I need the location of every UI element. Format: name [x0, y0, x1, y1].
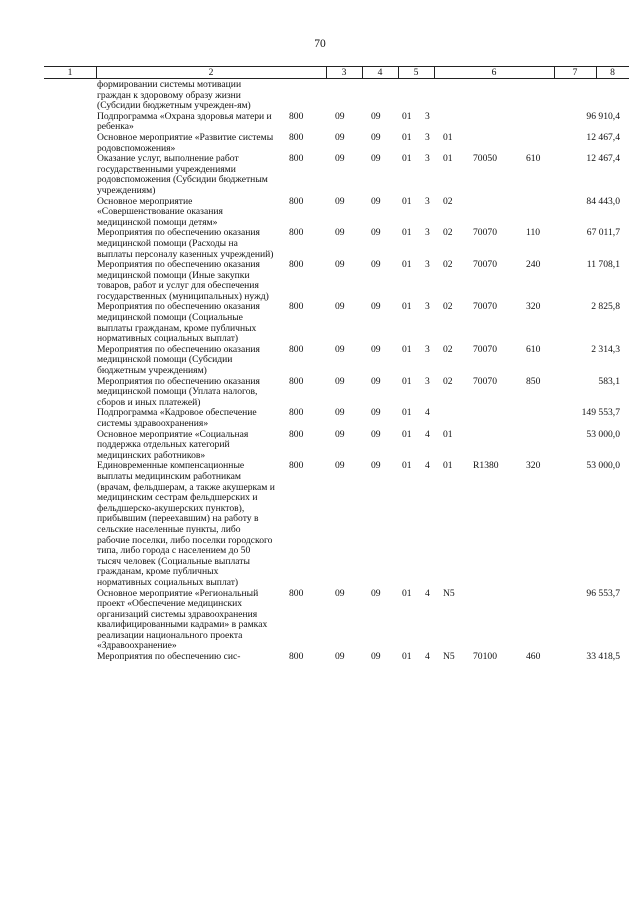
row-code-expense-type: 110 — [526, 227, 541, 239]
row-code-subsection: 09 — [371, 460, 381, 472]
row-amount: 53 000,0 — [586, 460, 620, 472]
header-col-8: 8 — [610, 67, 615, 78]
row-name: Мероприятия по обеспечению оказания медицинской помощи (Расходы на выплаты персоналу казенных учреждений) — [97, 227, 274, 260]
row-code-direction: 70070 — [473, 259, 497, 271]
row-code-subprogram: 3 — [425, 153, 430, 165]
row-name: Мероприятия по обеспечению сис- — [97, 651, 241, 663]
row-code-program: 01 — [402, 375, 412, 387]
row-code-section: 09 — [335, 110, 345, 122]
table-row — [0, 133, 640, 154]
header-col-6: 6 — [491, 67, 497, 78]
row-code-event: 01 — [443, 460, 453, 472]
row-code-direction: R1380 — [473, 460, 499, 472]
row-amount: 12 467,4 — [586, 153, 620, 165]
row-code-section: 09 — [335, 375, 345, 387]
row-code-section: 09 — [335, 131, 345, 143]
row-code-program: 01 — [402, 259, 412, 271]
row-code-subsection: 09 — [371, 343, 381, 355]
row-code-subprogram: 3 — [425, 259, 430, 271]
row-name: Основное мероприятие «Совершенствование оказания медицинской помощи детям» — [97, 195, 223, 228]
row-code-subprogram: 4 — [425, 407, 430, 419]
row-code-direction: 70070 — [473, 227, 497, 239]
row-code-subprogram: 3 — [425, 301, 430, 313]
page-number: 70 — [314, 38, 326, 50]
row-code-program: 01 — [402, 110, 412, 122]
row-code-grbs: 800 — [289, 375, 304, 387]
row-code-section: 09 — [335, 343, 345, 355]
row-code-subsection: 09 — [371, 407, 381, 419]
row-code-subprogram: 3 — [425, 110, 430, 122]
row-code-section: 09 — [335, 195, 345, 207]
header-col-5: 5 — [413, 67, 419, 78]
row-code-section: 09 — [335, 259, 345, 271]
row-amount: 33 418,5 — [586, 651, 620, 663]
row-code-section: 09 — [335, 227, 345, 239]
table-body — [0, 80, 640, 663]
table-row — [0, 345, 640, 377]
row-code-direction: 70070 — [473, 375, 497, 387]
row-name: Мероприятия по обеспечению оказания медицинской помощи (Уплата налогов, сборов и иных платежей) — [97, 375, 260, 408]
row-code-program: 01 — [402, 195, 412, 207]
row-code-direction: 70070 — [473, 343, 497, 355]
table-row — [0, 302, 640, 344]
row-code-section: 09 — [335, 407, 345, 419]
row-code-expense-type: 320 — [526, 301, 541, 313]
row-name: Подпрограмма «Кадровое обеспечение системы здравоохранения» — [97, 407, 257, 429]
row-code-grbs: 800 — [289, 651, 304, 663]
row-code-direction: 70070 — [473, 301, 497, 313]
row-code-expense-type: 460 — [526, 651, 541, 663]
row-code-subsection: 09 — [371, 131, 381, 143]
row-code-subprogram: 3 — [425, 375, 430, 387]
row-code-program: 01 — [402, 131, 412, 143]
row-amount: 84 443,0 — [586, 195, 620, 207]
row-amount: 11 708,1 — [586, 259, 620, 271]
row-amount: 96 553,7 — [586, 587, 620, 599]
row-code-subprogram: 4 — [425, 587, 430, 599]
row-amount: 583,1 — [598, 375, 620, 387]
row-code-grbs: 800 — [289, 195, 304, 207]
row-code-grbs: 800 — [289, 131, 304, 143]
row-code-program: 01 — [402, 428, 412, 440]
row-code-grbs: 800 — [289, 407, 304, 419]
header-col-2: 2 — [208, 67, 214, 78]
row-code-subsection: 09 — [371, 227, 381, 239]
table-row — [0, 260, 640, 302]
table-row — [0, 112, 640, 133]
row-code-subsection: 09 — [371, 195, 381, 207]
row-code-event: 01 — [443, 428, 453, 440]
row-code-program: 01 — [402, 587, 412, 599]
row-code-section: 09 — [335, 587, 345, 599]
row-code-program: 01 — [402, 407, 412, 419]
row-name: формировании системы мотивации граждан к здоровому образу жизни (Субсидии бюджетным учрежден-ям) — [97, 79, 251, 112]
row-code-grbs: 800 — [289, 259, 304, 271]
row-code-event: 02 — [443, 195, 453, 207]
table-row — [0, 408, 640, 429]
row-code-subprogram: 3 — [425, 227, 430, 239]
row-name: Единовременные компенсационные выплаты медицинским работникам (врачам, фельдшерам, а также акушеркам и медицинским сестрам фельдшерских и фельдшерско-акушерских пунктов), прибывшим (переехавшим) на работу в сельские населенные пункты, либо рабочие поселки, либо поселки городского типа, либо города с населением до 50 тысяч человек (Социальные выплаты гражданам, кроме публичных нормативных социальных выплат) — [97, 460, 275, 588]
row-code-grbs: 800 — [289, 343, 304, 355]
row-amount: 149 553,7 — [581, 407, 620, 419]
row-code-grbs: 800 — [289, 587, 304, 599]
row-code-expense-type: 240 — [526, 259, 541, 271]
row-code-expense-type: 610 — [526, 153, 541, 165]
header-col-3: 3 — [341, 67, 347, 78]
row-code-direction: 70050 — [473, 153, 497, 165]
row-code-subsection: 09 — [371, 375, 381, 387]
row-code-event: 02 — [443, 375, 453, 387]
row-name: Основное мероприятие «Развитие системы родовспоможения» — [97, 131, 274, 154]
row-code-program: 01 — [402, 153, 412, 165]
row-code-direction: 70100 — [473, 651, 497, 663]
row-code-event: 01 — [443, 153, 453, 165]
table-row — [0, 589, 640, 653]
row-amount: 96 910,4 — [586, 110, 620, 122]
row-code-subprogram: 4 — [425, 651, 430, 663]
row-code-event: 02 — [443, 259, 453, 271]
table-row — [0, 430, 640, 462]
row-code-subprogram: 4 — [425, 428, 430, 440]
row-code-subprogram: 4 — [425, 460, 430, 472]
row-code-event: 02 — [443, 343, 453, 355]
row-code-grbs: 800 — [289, 110, 304, 122]
row-code-subsection: 09 — [371, 301, 381, 313]
row-code-subsection: 09 — [371, 651, 381, 663]
header-col-4: 4 — [377, 67, 383, 78]
table-row — [0, 461, 640, 588]
row-code-program: 01 — [402, 301, 412, 313]
header-col-7: 7 — [572, 67, 578, 78]
row-code-event: 02 — [443, 227, 453, 239]
row-code-grbs: 800 — [289, 153, 304, 165]
row-amount: 2 314,3 — [591, 343, 620, 355]
row-name: Мероприятия по обеспечению оказания медицинской помощи (Иные закупки товаров, работ и услуг для обеспечения государственных (муниципальных) нужд) — [97, 259, 269, 302]
table-row — [0, 377, 640, 409]
table-row — [0, 652, 640, 663]
row-code-subsection: 09 — [371, 587, 381, 599]
row-code-expense-type: 610 — [526, 343, 541, 355]
row-amount: 2 825,8 — [591, 301, 620, 313]
header-col-1: 1 — [67, 67, 73, 78]
row-code-program: 01 — [402, 651, 412, 663]
row-code-program: 01 — [402, 460, 412, 472]
row-name: Оказание услуг, выполнение работ государственными учреждениями родовспоможения (Субсидии бюджетным учреждениям) — [97, 153, 268, 196]
row-code-subprogram: 3 — [425, 195, 430, 207]
row-code-expense-type: 320 — [526, 460, 541, 472]
row-code-program: 01 — [402, 343, 412, 355]
row-code-subprogram: 3 — [425, 343, 430, 355]
table-row — [0, 80, 640, 112]
row-name: Мероприятия по обеспечению оказания медицинской помощи (Социальные выплаты гражданам, кроме публичных нормативных социальных выплат) — [97, 301, 260, 345]
table-header — [44, 66, 629, 79]
table-row — [0, 154, 640, 196]
row-name: Мероприятия по обеспечению оказания медицинской помощи (Субсидии бюджетным учреждениям) — [97, 343, 260, 377]
row-code-subsection: 09 — [371, 110, 381, 122]
row-code-subsection: 09 — [371, 153, 381, 165]
row-amount: 12 467,4 — [586, 131, 620, 143]
row-name: Основное мероприятие «Региональный проект «Обеспечение медицинских организаций системы здравоохранения квалифицированными кадрами» в рамках реализации национального проекта «Здравоохранение» — [97, 587, 268, 652]
row-code-grbs: 800 — [289, 301, 304, 313]
row-name: Основное мероприятие «Социальная поддержка отдельных категорий медицинских работников» — [97, 428, 249, 461]
row-name: Подпрограмма «Охрана здоровья матери и ребенка» — [97, 110, 272, 133]
table-row — [0, 197, 640, 229]
row-code-event: N5 — [443, 587, 455, 599]
row-code-section: 09 — [335, 460, 345, 472]
row-code-event: 02 — [443, 301, 453, 313]
row-code-subsection: 09 — [371, 428, 381, 440]
row-code-program: 01 — [402, 227, 412, 239]
row-code-event: N5 — [443, 651, 455, 663]
row-code-expense-type: 850 — [526, 375, 541, 387]
row-amount: 67 011,7 — [586, 227, 620, 239]
row-code-section: 09 — [335, 428, 345, 440]
row-code-section: 09 — [335, 651, 345, 663]
table-row — [0, 228, 640, 260]
row-code-grbs: 800 — [289, 428, 304, 440]
row-code-subprogram: 3 — [425, 131, 430, 143]
row-code-grbs: 800 — [289, 227, 304, 239]
row-code-event: 01 — [443, 131, 453, 143]
row-code-subsection: 09 — [371, 259, 381, 271]
row-code-section: 09 — [335, 301, 345, 313]
row-code-section: 09 — [335, 153, 345, 165]
row-code-grbs: 800 — [289, 460, 304, 472]
row-amount: 53 000,0 — [586, 428, 620, 440]
